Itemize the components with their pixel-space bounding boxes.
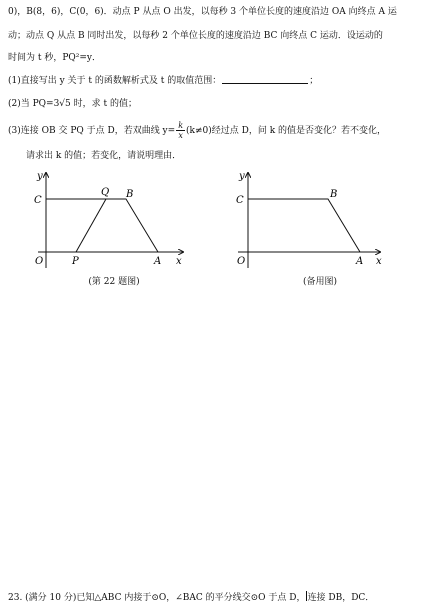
label-x: x <box>376 256 382 267</box>
segment-pq <box>76 199 106 252</box>
label-p: P <box>72 256 79 267</box>
label-a: A <box>356 256 364 267</box>
label-b: B <box>126 189 134 200</box>
backup-diagram <box>230 168 390 274</box>
label-y: y <box>239 171 245 182</box>
part-3-post: (k≠0)经过点 D，问 k 的值是否变化？若不变化， <box>186 126 387 136</box>
part-2: (2)当 PQ=3√5 时，求 t 的值； <box>8 99 137 109</box>
backup-diagram-caption: (备用图) <box>302 277 338 287</box>
fraction-k-over-x <box>176 121 185 140</box>
figure-22-caption: (第 22 题图) <box>88 277 140 287</box>
figure-22-diagram <box>28 168 198 274</box>
problem-23-text: 23. (满分 10 分)已知△ABC 内接于⊙O，∠BAC 的平分线交⊙O 于点 D， <box>8 593 306 603</box>
problem-23 <box>8 590 374 603</box>
fraction-numerator: k <box>178 121 184 130</box>
label-o: O <box>35 256 44 267</box>
part-3-pre: (3)连接 OB 交 PQ 于点 D，若双曲线 y= <box>8 126 176 136</box>
problem-22-line-2: 动；动点 Q 从点 B 同时出发，以每秒 2 个单位长度的速度沿边 BC 向终点 C 运动．设运动的 <box>8 31 383 41</box>
label-b: B <box>330 189 338 200</box>
part-3-line-2: 请求出 k 的值；若变化，请说明理由． <box>26 151 182 161</box>
part-1-end: ； <box>309 76 319 86</box>
trapezoid-outline <box>248 199 360 252</box>
label-c: C <box>236 195 244 206</box>
label-o: O <box>237 256 246 267</box>
problem-22-line-3: 时间为 t 秒，PQ²=y． <box>8 53 102 63</box>
label-c: C <box>34 195 42 206</box>
label-x: x <box>176 256 182 267</box>
problem-22-line-1: 0)，B(8，6)，C(0，6)．动点 P 从点 O 出发，以每秒 3 个单位长度的速度沿边 OA 向终点 A 运 <box>8 7 397 17</box>
text-cursor <box>306 591 307 601</box>
part-1 <box>8 74 318 87</box>
label-q: Q <box>101 187 110 198</box>
answer-blank <box>222 74 308 84</box>
part-1-text: (1)直接写出 y 关于 t 的函数解析式及 t 的取值范围： <box>8 76 222 86</box>
part-3 <box>8 120 386 142</box>
fraction-denominator: x <box>178 131 183 140</box>
label-y: y <box>37 171 43 182</box>
problem-23-text-after: 连接 DB，DC． <box>307 593 375 603</box>
label-a: A <box>154 256 162 267</box>
